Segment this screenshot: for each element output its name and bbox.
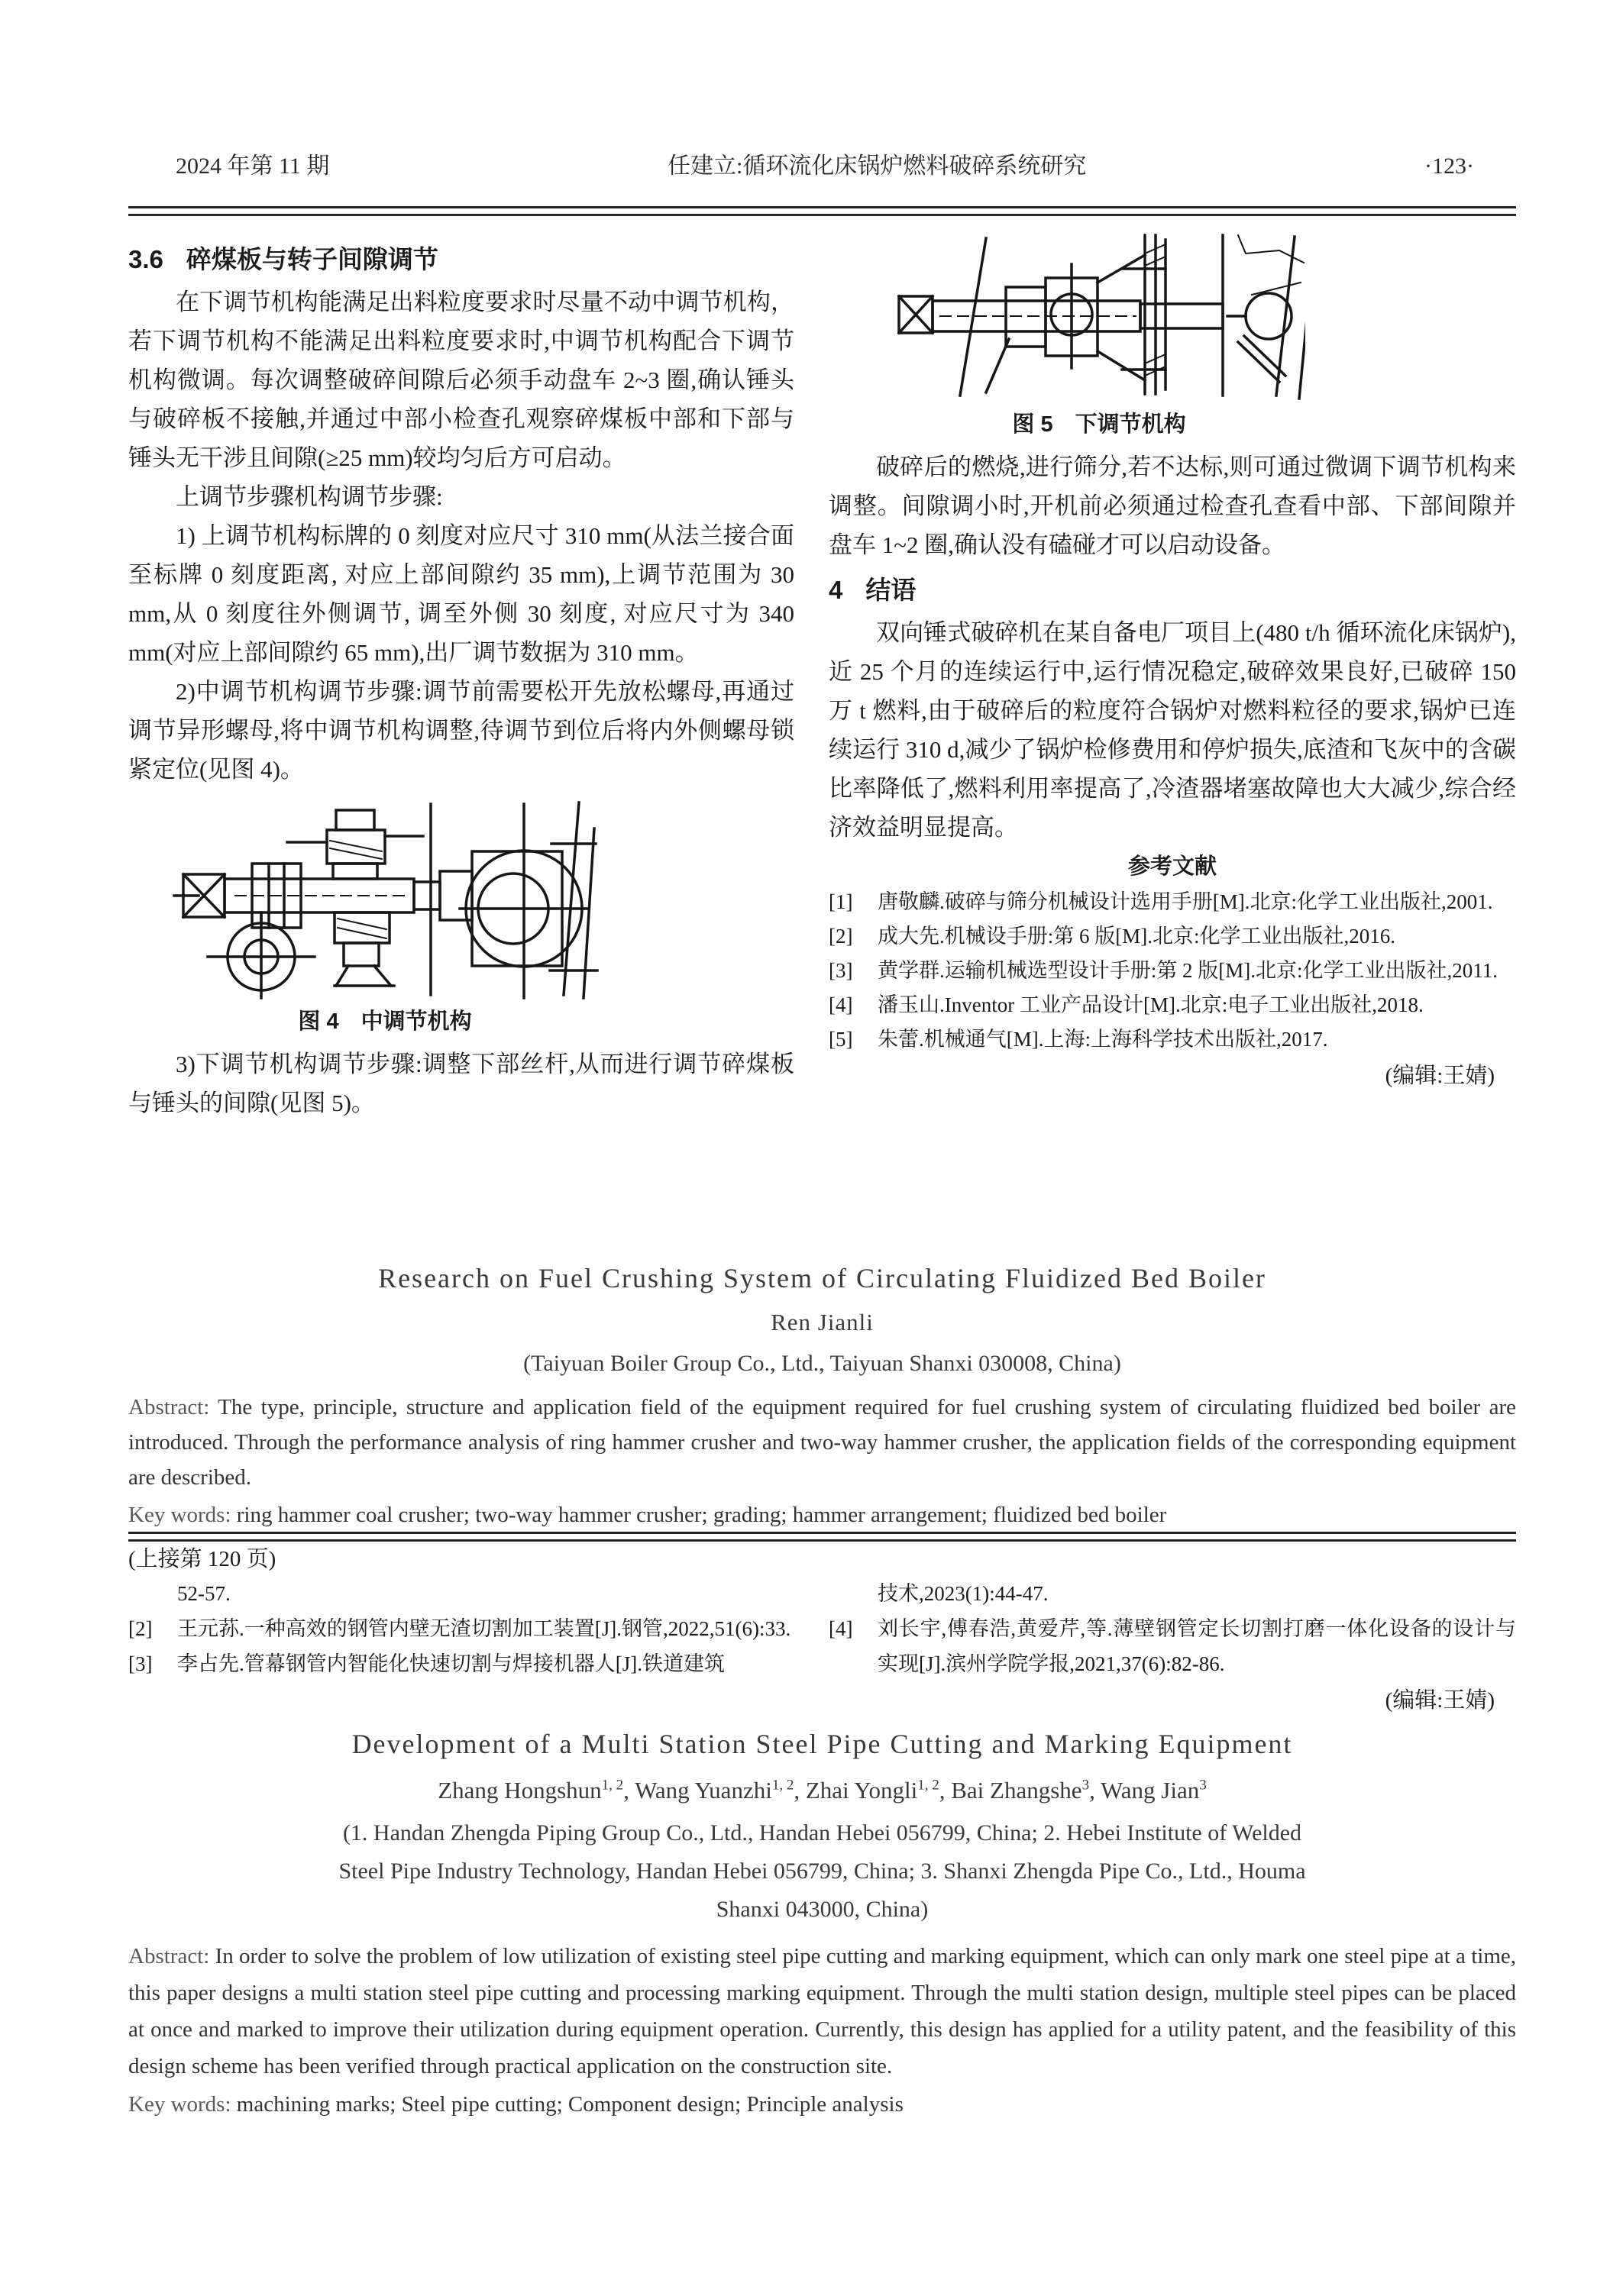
reference-number: [1] xyxy=(829,890,853,913)
english-affiliations xyxy=(128,1814,1516,1929)
paragraph: 2)中调节机构调节步骤:调节前需要松开先放松螺母,再通过调节异形螺母,将中调节机构调整,待调节到位后将内外侧螺母锁紧定位(见图 4)。 xyxy=(128,678,794,783)
author: Wang Yuanzhi$^{1, 2}$, xyxy=(635,1777,806,1804)
author-superscript: 3 xyxy=(1081,1778,1090,1794)
english-abstract-text xyxy=(128,1938,1516,2084)
section-divider-rule xyxy=(128,1532,1516,1542)
abstract-label: Abstract: xyxy=(128,1395,210,1419)
figure-5-caption: 图 5 下调节机构 xyxy=(1012,412,1186,437)
english-affiliation: (Taiyuan Boiler Group Co., Ltd., Taiyuan Shanxi 030008, China) xyxy=(523,1351,1121,1376)
author-superscript: 1, 2 xyxy=(771,1778,794,1794)
figure-4 xyxy=(171,798,599,1000)
right-column xyxy=(829,223,1516,1092)
paragraph: 3)下调节机构调节步骤:调整下部丝杆,从而进行调节碎煤板与锤头的间隙(见图 5)。 xyxy=(128,1051,794,1116)
keywords-body: machining marks; Steel pipe cutting; Component design; Principle analysis xyxy=(236,2092,904,2117)
continuation-right-column xyxy=(829,1576,1516,1716)
reference-item xyxy=(829,1611,1516,1681)
section-3-6-heading xyxy=(128,243,794,276)
abstract-label: Abstract: xyxy=(128,1944,210,1969)
reference-text: 刘长宇,傅春浩,黄爱芹,等.薄壁钢管定长切割打磨一体化设备的设计与实现[J].滨州学院学报,2021,37(6):82-86. xyxy=(878,1617,1516,1675)
figure-5-drawing xyxy=(893,226,1305,403)
affiliation-line: Shanxi 043000, China) xyxy=(716,1897,929,1923)
author: Zhang Hongshun$^{1, 2}$, xyxy=(438,1777,635,1804)
reference-item xyxy=(829,1022,1516,1057)
keywords-body: ring hammer coal crusher; two-way hammer crusher; grading; hammer arrangement; fluidized bed boiler xyxy=(236,1503,1167,1527)
editor-credit: (编辑:王婧) xyxy=(1385,1688,1495,1713)
reference-text: 朱蕾.机械通气[M].上海:上海科学技术出版社,2017. xyxy=(878,1028,1328,1051)
reference-number: [4] xyxy=(829,993,853,1016)
reference-item xyxy=(128,1646,794,1681)
figure-4-caption: 图 4 中调节机构 xyxy=(298,1009,472,1034)
header-issue: 2024 年第 11 期 xyxy=(176,153,330,179)
english-keywords xyxy=(128,2089,1516,2120)
english-title: Research on Fuel Crushing System of Circulating Fluidized Bed Boiler xyxy=(378,1263,1266,1293)
reference-continuation: 技术,2023(1):44-47. xyxy=(878,1582,1049,1605)
english-abstract-1 xyxy=(128,1261,1516,1530)
abstract-body: In order to solve the problem of low utilization of existing steel pipe cutting and marking equipment, which can only mark one steel pipe at a time, this paper designs a multi station steel pipe cutting and processing marking equipment. Through the multi station design, multiple steel pipes can be placed at once and marked to improve their utilization during equipment operation. Currently, this design has applied for a utility patent, and the feasibility of this design scheme has been verified through practical application on the construction site. xyxy=(128,1944,1517,2079)
section-4-heading xyxy=(829,573,1516,607)
reference-number: [3] xyxy=(128,1652,153,1675)
keywords-label: Key words: xyxy=(128,1503,231,1527)
reference-text: 唐敬麟.破碎与筛分机械设计选用手册[M].北京:化学工业出版社,2001. xyxy=(878,890,1493,913)
left-column xyxy=(128,243,794,1122)
affiliation-line: Steel Pipe Industry Technology, Handan Hebei 056799, China; 3. Shanxi Zhengda Pipe Co., Ltd., Houma xyxy=(338,1858,1306,1884)
abstract-body: The type, principle, structure and application field of the equipment required for fuel crushing system of circulating fluidized bed boiler are introduced. Through the performance analysis of ring hammer crusher and two-way hammer crusher, the application fields of the corresponding equipment are described. xyxy=(128,1395,1516,1490)
reference-list xyxy=(829,885,1516,1057)
english-authors xyxy=(128,1771,1516,1805)
english-abstract-2 xyxy=(128,1727,1516,2120)
english-author: Ren Jianli xyxy=(771,1309,874,1335)
reference-text: 成大先.机械设手册:第 6 版[M].北京:化学工业出版社,2016. xyxy=(878,925,1395,948)
reference-number: [4] xyxy=(829,1617,853,1640)
author-separator: , xyxy=(1089,1777,1101,1804)
author: Bai Zhangshe$^3$, xyxy=(951,1777,1101,1804)
references-heading: 参考文献 xyxy=(1127,854,1217,879)
figure-5 xyxy=(893,226,1305,403)
reference-number: [3] xyxy=(829,959,853,982)
author-superscript: 1, 2 xyxy=(917,1778,939,1794)
english-keywords xyxy=(128,1500,1516,1530)
affiliation-line: (1. Handan Zhengda Piping Group Co., Ltd., Handan Hebei 056799, China; 2. Hebei Institute of Welded xyxy=(342,1820,1302,1846)
reference-text: 黄学群.运输机械选型设计手册:第 2 版[M].北京:化学工业出版社,2011. xyxy=(878,959,1498,982)
section-title: 结语 xyxy=(865,576,917,604)
reference-number: [5] xyxy=(829,1028,853,1051)
reference-item xyxy=(128,1611,794,1646)
figure-4-drawing xyxy=(171,798,599,1000)
reference-item xyxy=(829,988,1516,1022)
editor-credit: (编辑:王婧) xyxy=(1385,1064,1495,1088)
author: Wang Jian$^3$ xyxy=(1101,1777,1207,1804)
section-number: 4 xyxy=(829,576,843,604)
paragraph: 在下调节机构能满足出料粒度要求时尽量不动中调节机构，若下调节机构不能满足出料粒度要求时,中调节机构配合下调节机构微调。每次调整破碎间隙后必须手动盘车 2~3 圈,确认锤头与破碎板不接触,并通过中部小检查孔观察碎煤板中部和下部与锤头无干涉且间隙(≥25 mm)较均匀后方可启动。 xyxy=(128,289,794,471)
english-abstract-text xyxy=(128,1390,1516,1495)
reference-text: 潘玉山.Inventor 工业产品设计[M].北京:电子工业出版社,2018. xyxy=(878,993,1424,1016)
reference-text: 王元荪.一种高效的钢管内壁无渣切割加工装置[J].钢管,2022,51(6):33. xyxy=(177,1617,791,1640)
author-separator: , xyxy=(623,1777,635,1804)
author-separator: , xyxy=(939,1777,952,1804)
reference-item xyxy=(829,954,1516,988)
author-superscript: 1, 2 xyxy=(601,1778,624,1794)
continuation-left-column xyxy=(128,1576,794,1681)
reference-item xyxy=(829,885,1516,919)
page-header xyxy=(176,147,1474,180)
paragraph: 双向锤式破碎机在某自备电厂项目上(480 t/h 循环流化床锅炉),近 25 个月的连续运行中,运行情况稳定,破碎效果良好,已破碎 150 万 t 燃料,由于破碎后的粒度符合锅炉对燃料粒径的要求,锅炉已连续运行 310 d,减少了锅炉检修费用和停炉损失,底渣和飞灰中的含碳比率降低了,燃料利用率提高了,冷渣器堵塞故障也大大减少,综合经济效益明显提高。 xyxy=(829,619,1516,841)
paragraph: 1) 上调节机构标牌的 0 刻度对应尺寸 310 mm(从法兰接合面至标牌 0 刻度距离, 对应上部间隙约 35 mm),上调节范围为 30 mm,从 0 刻度往外侧调节, 调至外侧 30 刻度, 对应尺寸为 340 mm(对应上部间隙约 65 mm),出厂调节数据为 310 mm。 xyxy=(128,522,794,666)
reference-number: [2] xyxy=(829,925,853,948)
header-running-title: 任建立:循环流化床锅炉燃料破碎系统研究 xyxy=(668,153,1087,179)
continuation-note: (上接第 120 页) xyxy=(128,1547,276,1571)
reference-item xyxy=(829,919,1516,954)
reference-continuation: 52-57. xyxy=(177,1582,231,1605)
section-number: 3.6 xyxy=(128,245,163,273)
english-title: Development of a Multi Station Steel Pipe Cutting and Marking Equipment xyxy=(351,1729,1293,1759)
section-title: 碎煤板与转子间隙调节 xyxy=(186,245,438,273)
author-separator: , xyxy=(794,1777,806,1804)
author: Zhai Yongli$^{1, 2}$, xyxy=(805,1777,952,1804)
reference-text: 李占先.管幕钢管内智能化快速切割与焊接机器人[J].铁道建筑 xyxy=(177,1652,725,1675)
header-rule xyxy=(128,206,1516,216)
keywords-label: Key words: xyxy=(128,2092,231,2117)
paragraph: 破碎后的燃烧,进行筛分,若不达标,则可通过微调下调节机构来调整。间隙调小时,开机前必须通过检查孔查看中部、下部间隙并盘车 1~2 圈,确认没有磕碰才可以启动设备。 xyxy=(829,454,1516,558)
author-superscript: 3 xyxy=(1199,1778,1207,1794)
paragraph: 上调节步骤机构调节步骤: xyxy=(176,483,443,510)
header-page-number: ·123· xyxy=(1424,153,1474,179)
reference-number: [2] xyxy=(128,1617,153,1640)
